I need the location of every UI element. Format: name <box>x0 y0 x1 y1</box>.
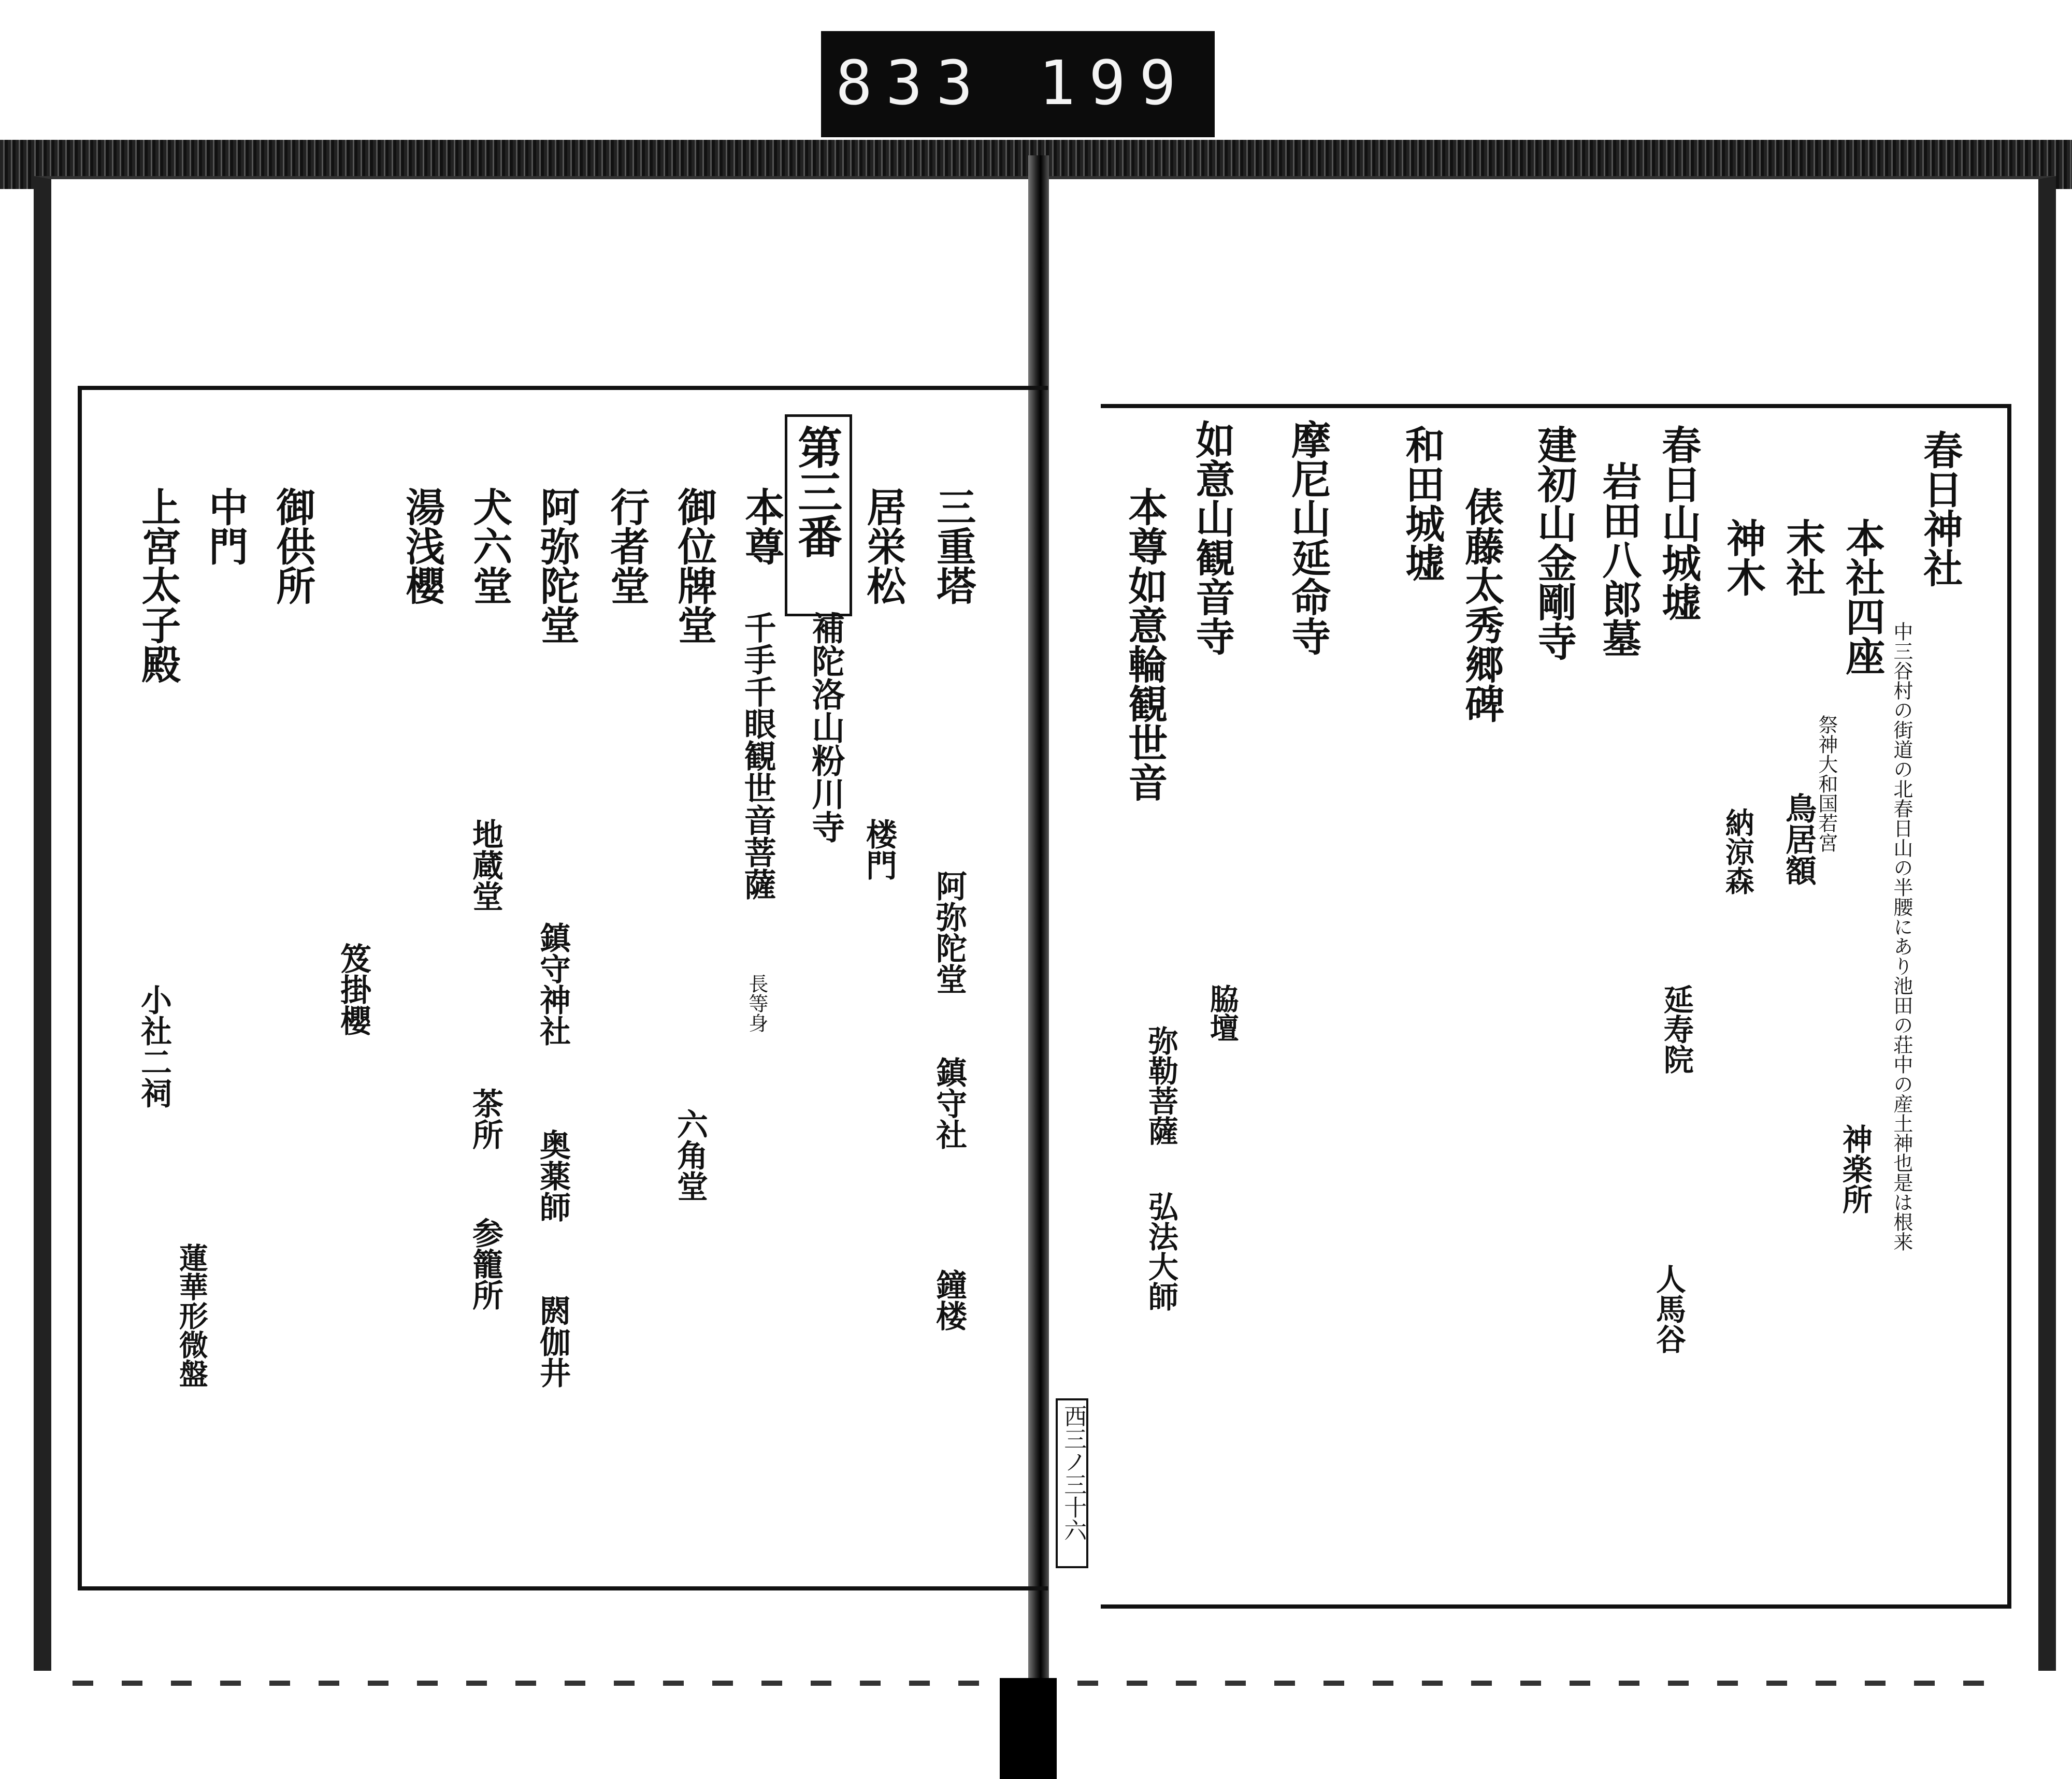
heading-chasho: 茶所 <box>467 1088 503 1150</box>
heading-joguu-taishiden: 上宮太子殿 <box>135 487 181 684</box>
catalog-label-left: 833 <box>836 47 987 119</box>
heading-yuasa-zakura: 湯浅櫻 <box>399 487 445 605</box>
heading-chinju-jinja: 鎮守神社 <box>535 922 571 1046</box>
heading-kyoji: 脇壇 <box>1205 984 1240 1042</box>
heading-honzon-nyoirin: 本尊如意輪観世音 <box>1121 487 1168 802</box>
heading-hidesato-hi: 俵藤太秀郷碑 <box>1458 487 1505 723</box>
heading-amidado: 阿弥陀堂 <box>534 487 580 644</box>
heading-inurokudo: 犬六堂 <box>466 487 513 605</box>
heading-sanju-no-to: 三重塔 <box>930 487 976 605</box>
page-number-text: 西三ノ三十六 <box>1060 1405 1087 1541</box>
heading-enjuin: 延寿院 <box>1658 984 1694 1074</box>
catalog-label-right: 199 <box>1039 47 1190 119</box>
heading-miroku-bosatsu: 弥勒菩薩 <box>1143 1025 1178 1146</box>
heading-rokkakudo: 六角堂 <box>672 1108 708 1202</box>
heading-wada-joshi: 和田城墟 <box>1399 425 1445 582</box>
scan-bottom-noise-right <box>1077 1681 2010 1686</box>
heading-shosha-nishi: 小社二祠 <box>136 984 172 1108</box>
body-column: 中三谷村の街道の北春日山の半腰にあり池田の荘中の産土神也是は根来 <box>1890 621 1913 1251</box>
heading-jinbadani: 人馬谷 <box>1650 1264 1686 1354</box>
heading-kenshozan-kongoji: 建初山金剛寺 <box>1531 425 1577 661</box>
annotation: 祭神大和国若宮 <box>1815 715 1838 852</box>
heading-manisan-enmeiji: 摩尼山延命寺 <box>1285 420 1331 656</box>
annotation: 長等身 <box>745 974 768 1033</box>
heading-kasuga-jinja: 春日神社 <box>1917 430 1963 587</box>
heading-kagura-sho: 神楽所 <box>1837 1124 1873 1214</box>
heading-sanrojo: 参籠所 <box>467 1217 503 1310</box>
heading-oihaido: 御位牌堂 <box>671 487 717 644</box>
scan-bottom-noise-left <box>73 1681 995 1686</box>
catalog-label <box>821 31 1215 137</box>
heading-oku-yakushi: 奥薬師 <box>535 1129 571 1222</box>
heading-nyoizan-kannonji: 如意山観音寺 <box>1189 420 1235 656</box>
heading-kasugayama-joshi: 春日山城墟 <box>1655 425 1702 621</box>
heading-senju-kannon: 千手千眼観世音菩薩 <box>739 611 777 900</box>
heading-romon: 楼門 <box>861 818 897 880</box>
heading-kobo-daishi: 弘法大師 <box>1143 1191 1178 1311</box>
heading-chumon: 中門 <box>202 487 249 566</box>
heading-gokusho: 御供所 <box>269 487 316 605</box>
heading-honzon: 本尊 <box>738 487 785 566</box>
heading-iwata-hachiro-haka: 岩田八郎墓 <box>1595 461 1642 658</box>
heading-chinju-sha: 鎮守社 <box>931 1057 967 1150</box>
heading-shinboku: 神木 <box>1720 518 1766 597</box>
heading-shoro: 鐘楼 <box>931 1269 967 1331</box>
heading-noryo-mori: 納涼森 <box>1720 808 1755 895</box>
heading-rengegata-chobachi: 蓮華形微盤 <box>174 1243 209 1388</box>
heading-torii-gaku: 鳥居額 <box>1780 792 1817 886</box>
heading-fudarakusan-kokawadera: 補陀洛山粉川寺 <box>806 611 845 843</box>
section-title-box <box>785 414 852 616</box>
heading-amidado-2: 阿弥陀堂 <box>931 870 967 994</box>
heading-gyojado: 行者堂 <box>603 487 650 605</box>
page-number <box>1056 1398 1088 1568</box>
heading-massha: 末社 <box>1779 518 1826 597</box>
scan-bottom-block <box>1000 1678 1057 1779</box>
section-title: 第三番 <box>790 425 843 558</box>
heading-oizuru-zakura: 笈掛櫻 <box>335 943 371 1036</box>
heading-honsha: 本社四座 <box>1839 518 1886 675</box>
heading-kyoei-matsu: 居栄松 <box>860 487 906 605</box>
heading-akai: 閼伽井 <box>535 1295 571 1388</box>
heading-jizodo: 地蔵堂 <box>467 818 503 912</box>
